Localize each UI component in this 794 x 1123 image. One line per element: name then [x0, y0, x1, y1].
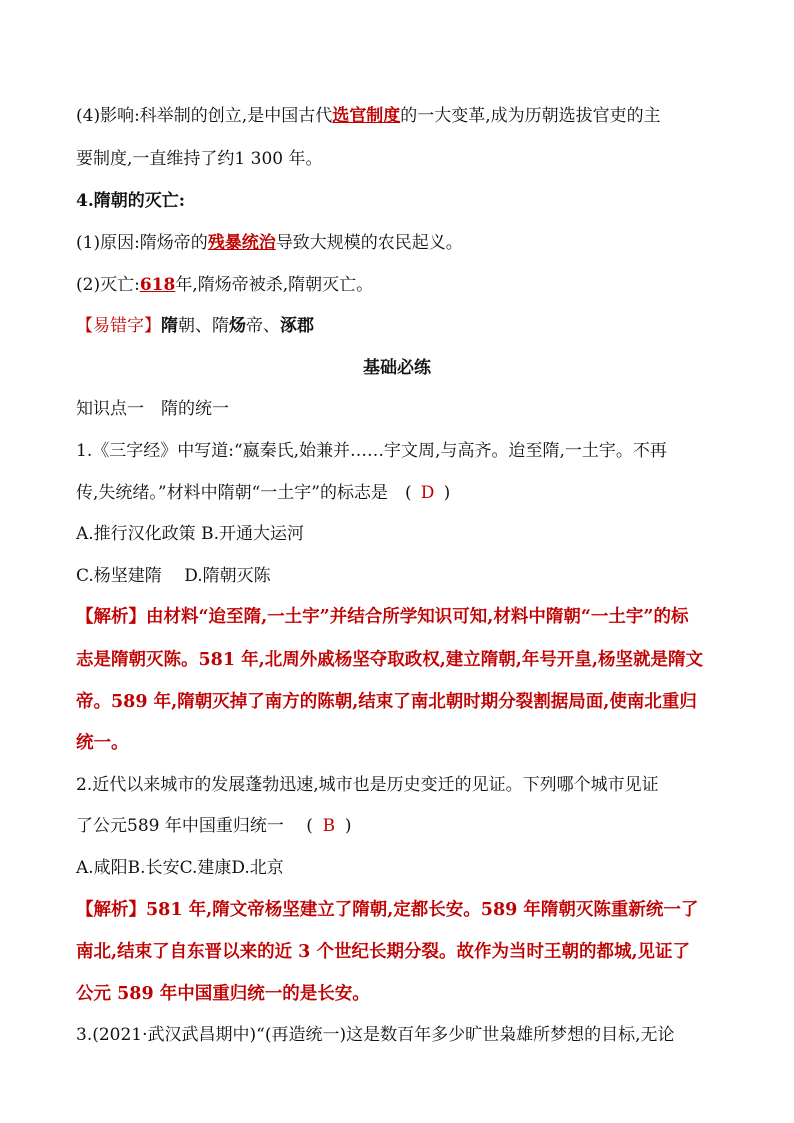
- text-segment: 帝、: [246, 316, 280, 336]
- fill-answer: 选官制度: [332, 106, 401, 126]
- q1-answer: D: [420, 483, 435, 503]
- q1-analysis-line3: 帝。589 年,隋朝灭掉了南方的陈朝,结束了南北朝时期分裂割据局面,使南北重归: [76, 692, 697, 712]
- text-segment: 朝、隋: [178, 316, 229, 336]
- q1-analysis-line4: 统一。: [76, 733, 129, 753]
- text-segment: 的一大变革,成为历朝选拔官吏的主: [400, 106, 661, 126]
- error-char: 隋: [161, 316, 178, 336]
- q3-stem-line1: 3.(2021·武汉武昌期中)“(再造统一)这是数百年多少旷世枭雄所梦想的目标,无论: [76, 1025, 675, 1045]
- fill-answer: 618: [139, 275, 176, 295]
- text-segment: 年,隋炀帝被杀,隋朝灭亡。: [175, 275, 374, 295]
- fill-answer: 残暴统治: [207, 233, 276, 253]
- q1-options-ab: A.推行汉化政策 B.开通大运河: [76, 524, 304, 544]
- impact-line: [76, 104, 726, 128]
- text-segment: (1)原因:隋炀帝的: [76, 233, 208, 253]
- error-char: 炀: [229, 316, 246, 336]
- fall-line: [76, 273, 726, 297]
- q1-analysis-line1: 【解析】由材料“迨至隋,一土宇”并结合所学知识可知,材料中隋朝“一土宇”的标: [76, 607, 689, 627]
- text-segment: 导致大规模的农民起义。: [275, 233, 463, 253]
- q1-analysis-line2: 志是隋朝灭陈。581 年,北周外戚杨坚夺取政权,建立隋朝,年号开皇,杨坚就是隋文: [76, 650, 703, 670]
- q1-stem-line2: [76, 481, 726, 505]
- q2-analysis-line2: 南北,结束了自东晋以来的近 3 个世纪长期分裂。故作为当时王朝的都城,见证了: [76, 942, 691, 962]
- impact-line-cont: 要制度,一直维持了约1 300 年。: [76, 149, 323, 169]
- section-title: 基础必练: [363, 358, 431, 378]
- q2-stem-line1: 2.近代以来城市的发展蓬勃迅速,城市也是历史变迁的见证。下列哪个城市见证: [76, 775, 659, 795]
- q2-options: A.咸阳B.长安C.建康D.北京: [76, 858, 284, 878]
- text-segment: ): [344, 816, 352, 836]
- q2-answer: B: [322, 816, 336, 836]
- heading-sui-fall: 4.隋朝的灭亡:: [76, 191, 186, 211]
- q2-analysis-line1: 【解析】581 年,隋文帝杨坚建立了隋朝,定都长安。589 年隋朝灭陈重新统一了: [76, 900, 699, 920]
- error-prone-chars: [76, 314, 726, 338]
- text-segment: 了公元589 年中国重归统一 (: [76, 816, 313, 836]
- q2-stem-line2: [76, 814, 726, 838]
- cause-line: [76, 231, 726, 255]
- text-segment: (2)灭亡:: [76, 275, 140, 295]
- text-segment: ): [443, 483, 451, 503]
- topic-heading: 知识点一 隋的统一: [76, 399, 229, 419]
- q2-analysis-line3: 公元 589 年中国重归统一的是长安。: [76, 984, 370, 1004]
- error-char: 涿郡: [280, 316, 314, 336]
- text-segment: (4)影响:科举制的创立,是中国古代: [76, 106, 333, 126]
- error-tag: 【易错字】: [76, 316, 161, 336]
- q1-options-cd: C.杨坚建隋 D.隋朝灭陈: [76, 566, 271, 586]
- text-segment: 传,失统绪。”材料中隋朝“一土宇”的标志是 (: [76, 483, 412, 503]
- q1-stem-line1: 1.《三字经》中写道:“嬴秦氏,始兼并……宇文周,与高齐。迨至隋,一土宇。不再: [76, 441, 667, 461]
